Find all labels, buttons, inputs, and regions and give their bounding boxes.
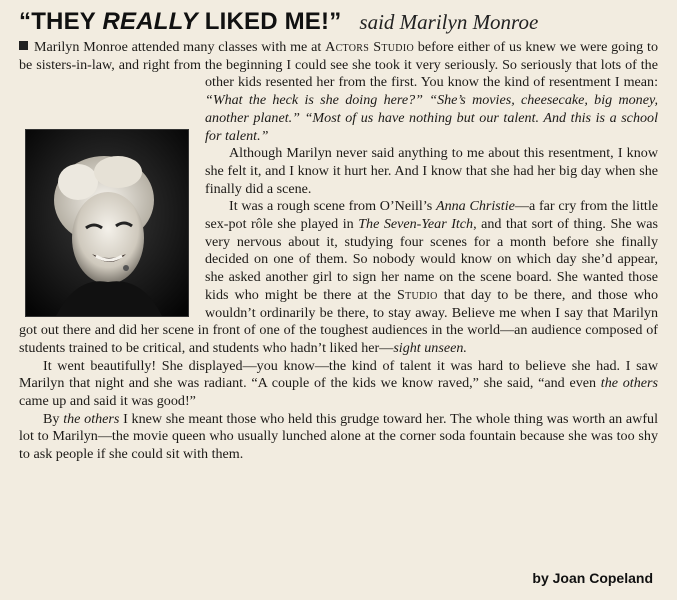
paragraph-2: Although Marilyn never said anything to me about this resentment, I know she felt it, and I know it hurt her. And I know that she had her big day when she finally did a scene.: [205, 145, 658, 197]
author-byline: by Joan Copeland: [532, 570, 653, 586]
headline-title: [19, 8, 341, 36]
p3-text-d: that day to be there, and those who wouldn’t ordinarily be there, to stay away. Believe me when I say that Marilyn got out there and did her scene in front of one of the toughest audiences in the world—an audience composed of students trained to be critical, and students who hadn’t liked her—: [19, 286, 658, 356]
headline-attribution: said Marilyn Monroe: [359, 10, 539, 34]
headline-title-emphasis: REALLY: [102, 8, 198, 35]
p4-emphasis: the others: [600, 375, 658, 392]
p3-smallcaps: Studio: [396, 286, 438, 303]
portrait-photo-icon: [26, 130, 188, 316]
paragraph-1: [19, 39, 658, 145]
article-body: [19, 39, 658, 464]
p1-text-b: before either of us knew we were going to be sisters-in-law, and right from the beginning I could see she took it very seriously. So seriously that lots of the other kids resented her from the first. You know the kind of resentment I mean:: [19, 39, 658, 91]
p4-text-b: came up and said it was good!”: [19, 393, 196, 410]
p3-text-a: It was a rough scene from O’Neill’s: [229, 198, 436, 215]
p3-emphasis-end: sight unseen.: [393, 339, 467, 356]
p5-text-b: I knew she meant those who held this grudge toward her. The whole thing was worth an awful lot to Marilyn—the movie queen who usually lunched alone at the corner soda fountain because she was too shy to ask people if she could sit with them.: [19, 410, 658, 463]
marilyn-portrait-photo: [25, 129, 189, 317]
paragraph-5: [19, 411, 658, 464]
p3-play-title: Anna Christie: [435, 198, 515, 215]
p3-film-title: The Seven-Year Itch: [358, 216, 474, 233]
p4-text-a: It went beautifully! She displayed—you know—the kind of talent it was hard to believe she had. I saw Marilyn that night and she was radiant. “A couple of the kids we know raved,” she said, “and even: [19, 357, 658, 392]
p5-emphasis: the others: [63, 410, 120, 427]
headline: [19, 8, 658, 36]
p1-smallcaps: Actors Studio: [325, 39, 414, 55]
p3-text-b: —a far cry from the little sex-pot rôle she played in: [205, 198, 658, 233]
p3-text-c: , and that sort of thing. She was very nervous about it, studying four scenes for a month before she finally decided on one of them. So nobody would know on which day she’d appear, she asked another girl to sign her name on the scene board. She wanted those kids who might be there at the: [205, 216, 658, 303]
p1-quotes: “What the heck is she doing here?” “She’s movies, cheesecake, big money, another planet.” “Most of us have nothing but our talent. And this is a school for talent.”: [205, 92, 658, 144]
p5-text-a: By: [43, 410, 64, 427]
headline-title-end: LIKED ME!”: [197, 8, 342, 35]
bullet-square-icon: [19, 41, 28, 50]
headline-title-start: “THEY: [19, 8, 103, 35]
p1-text-a: Marilyn Monroe attended many classes with me at: [34, 39, 326, 55]
paragraph-4: [19, 358, 658, 411]
